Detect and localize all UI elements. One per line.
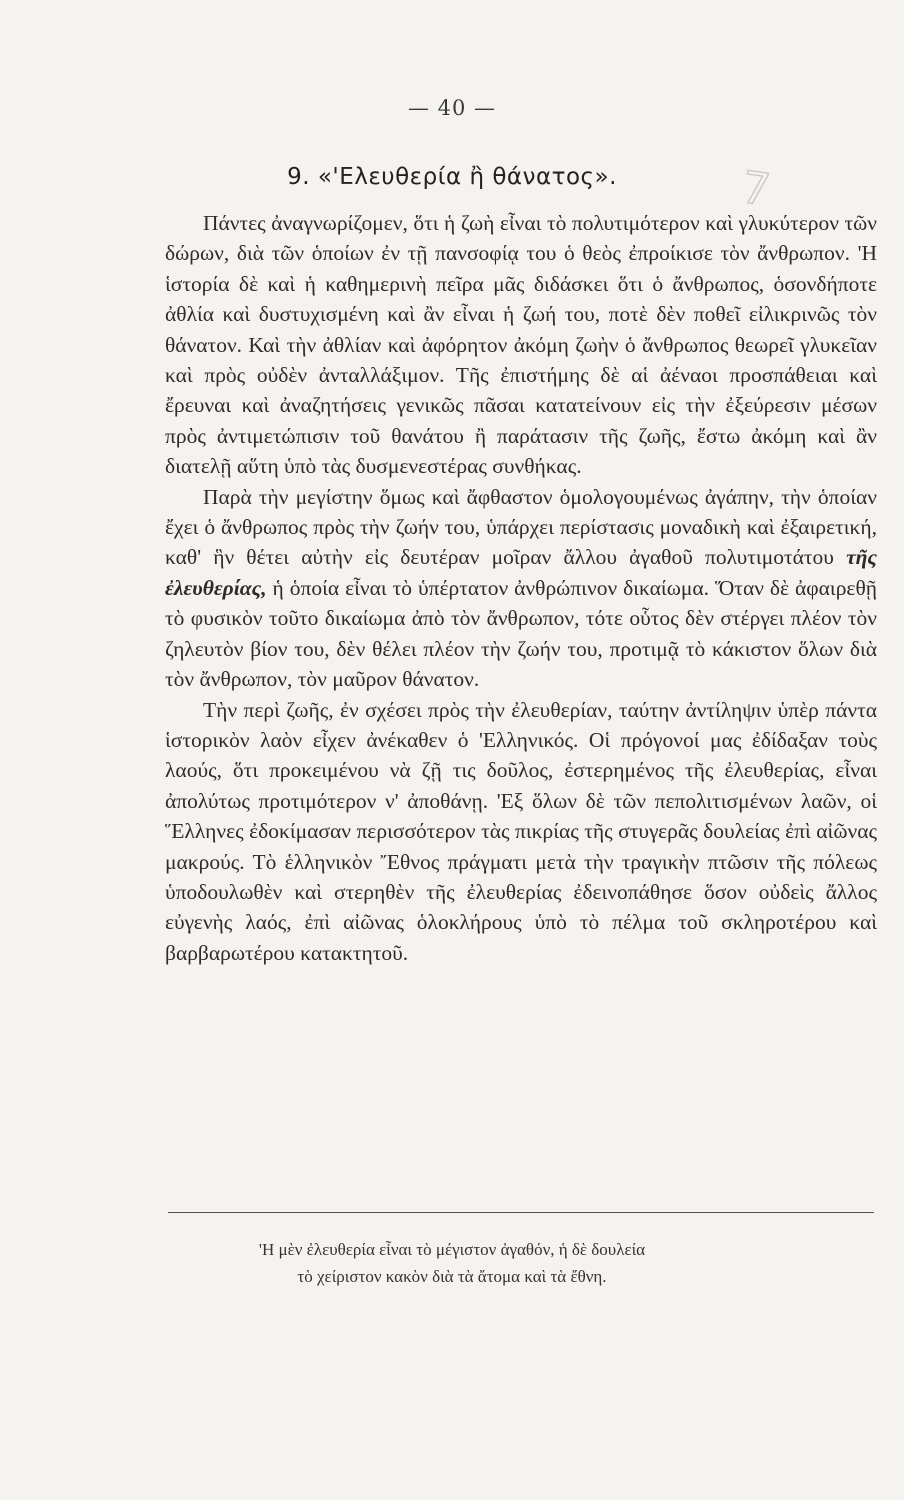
footnote [0, 1236, 904, 1290]
margin-pencil-mark-text: 7 [738, 162, 774, 217]
footnote-line-1: 'Η μὲν ἐλευθερία εἶναι τὸ μέγιστον ἀγαθόν, ἡ δὲ δουλεία [258, 1240, 646, 1259]
footnote-divider [168, 1212, 874, 1213]
paragraph-1: Πάντες ἀναγνωρίζομεν, ὅτι ἡ ζωὴ εἶναι τὸ πολυτιμότερον καὶ γλυκύτερον τῶν δώρων, διὰ τῶν ὁποίων ἐν τῇ πανσοφίᾳ του ὁ θεὸς ἐπροίκισε τὸν ἄνθρωπον. 'Η ἱστορία δὲ καὶ ἡ καθημερινὴ πεῖρα μᾶς διδάσκει ὅτι ὁ ἄνθρωπος, ὁσονδήποτε ἀθλία καὶ δυστυχισμένη καὶ ἂν εἶναι ἡ ζωή του, ποτὲ δὲν ποθεῖ εἰλικρινῶς τὸν θάνατον. Καὶ τὴν ἀθλίαν καὶ ἀφόρητον ἀκόμη ζωὴν ὁ ἄνθρωπος θεωρεῖ γλυκεῖαν καὶ πρὸς οὐδὲν ἀνταλλάξιμον. Τῆς ἐπιστήμης δὲ αἱ ἀέναοι προσπάθειαι καὶ ἔρευναι καὶ ἀναζητήσεις γενικῶς πᾶσαι κατατείνουν εἰς τὴν ἐξεύρεσιν μέσων πρὸς ἀντιμετώπισιν τοῦ θανάτου ἢ παράτασιν τῆς ζωῆς, ἔστω ἀκόμη καὶ ἂν διατελῇ αὕτη ὑπὸ τὰς δυσμενεστέρας συνθήκας. [165, 211, 877, 479]
body-text [165, 208, 877, 968]
paragraph-3: Τὴν περὶ ζωῆς, ἐν σχέσει πρὸς τὴν ἐλευθερίαν, ταύτην ἀντίληψιν ὑπὲρ πάντα ἱστορικὸν λαὸν εἶχεν ἀνέκαθεν ὁ 'Ελληνικός. Οἱ πρόγονοί μας ἐδίδαξαν τοὺς λαούς, ὅτι προκειμένου νὰ ζῇ τις δοῦλος, ἐστερημένος τῆς ἐλευθερίας, εἶναι ἀπολύτως προτιμότερον ν' ἀποθάνῃ. 'Εξ ὅλων δὲ τῶν πεπολιτισμένων λαῶν, οἱ Ἕλληνες ἐδοκίμασαν περισσότερον τὰς πικρίας τῆς στυγερᾶς δουλείας ἐπὶ αἰῶνας μακρούς. Τὸ ἑλληνικὸν Ἔθνος πράγματι μετὰ τὴν τραγικὴν πτῶσιν τῆς πόλεως ὑποδουλωθὲν καὶ στερηθὲν τῆς ἐλευθερίας ἐδεινοπάθησε ὅσον οὐδεὶς ἄλλος εὐγενὴς λαός, ἐπὶ αἰῶνας ὁλοκλήρους ὑπὸ τὸ πέλμα τοῦ σκληροτέρου καὶ βαρβαρωτέρου κατακτητοῦ. [165, 697, 877, 965]
paragraph-2-before: Παρὰ τὴν μεγίστην ὅμως καὶ ἄφθαστον ὁμολογουμένως ἀγάπην, τὴν ὁποίαν ἔχει ὁ ἄνθρωπος πρὸς τὴν ζωήν του, ὑπάρχει περίστασις μοναδικὴ καὶ ἐξαιρετική, καθ' ἣν θέτει αὐτὴν εἰς δευτέραν μοῖραν ἄλλου ἀγαθοῦ πολυτιμοτάτου [165, 484, 877, 570]
footnote-line-2: τὸ χείριστον κακὸν διὰ τὰ ἄτομα καὶ τὰ ἔθνη. [297, 1267, 607, 1286]
paragraph-2 [165, 482, 877, 695]
chapter-title: 9. «'Ελευθερία ἢ θάνατος». [287, 164, 617, 190]
page-number: — 40 — [407, 96, 497, 120]
emphasis-freedom: τῆς ἐλευθερίας, [165, 545, 877, 600]
paragraph-2-after: ἡ ὁποία εἶναι τὸ ὑπέρτατον ἀνθρώπινον δικαίωμα. Ὅταν δὲ ἀφαιρεθῇ τὸ φυσικὸν τοῦτο δικαίωμα ἀπὸ τὸν ἄνθρωπον, τότε οὗτος δὲν στέργει πλέον τὸν ζηλευτὸν βίον του, δὲν θέλει πλέον τὴν ζωήν του, προτιμᾷ τὸ κάκιστον ὅλων διὰ τὸν ἄνθρωπον, τὸν μαῦρον θάνατον. [165, 575, 877, 692]
